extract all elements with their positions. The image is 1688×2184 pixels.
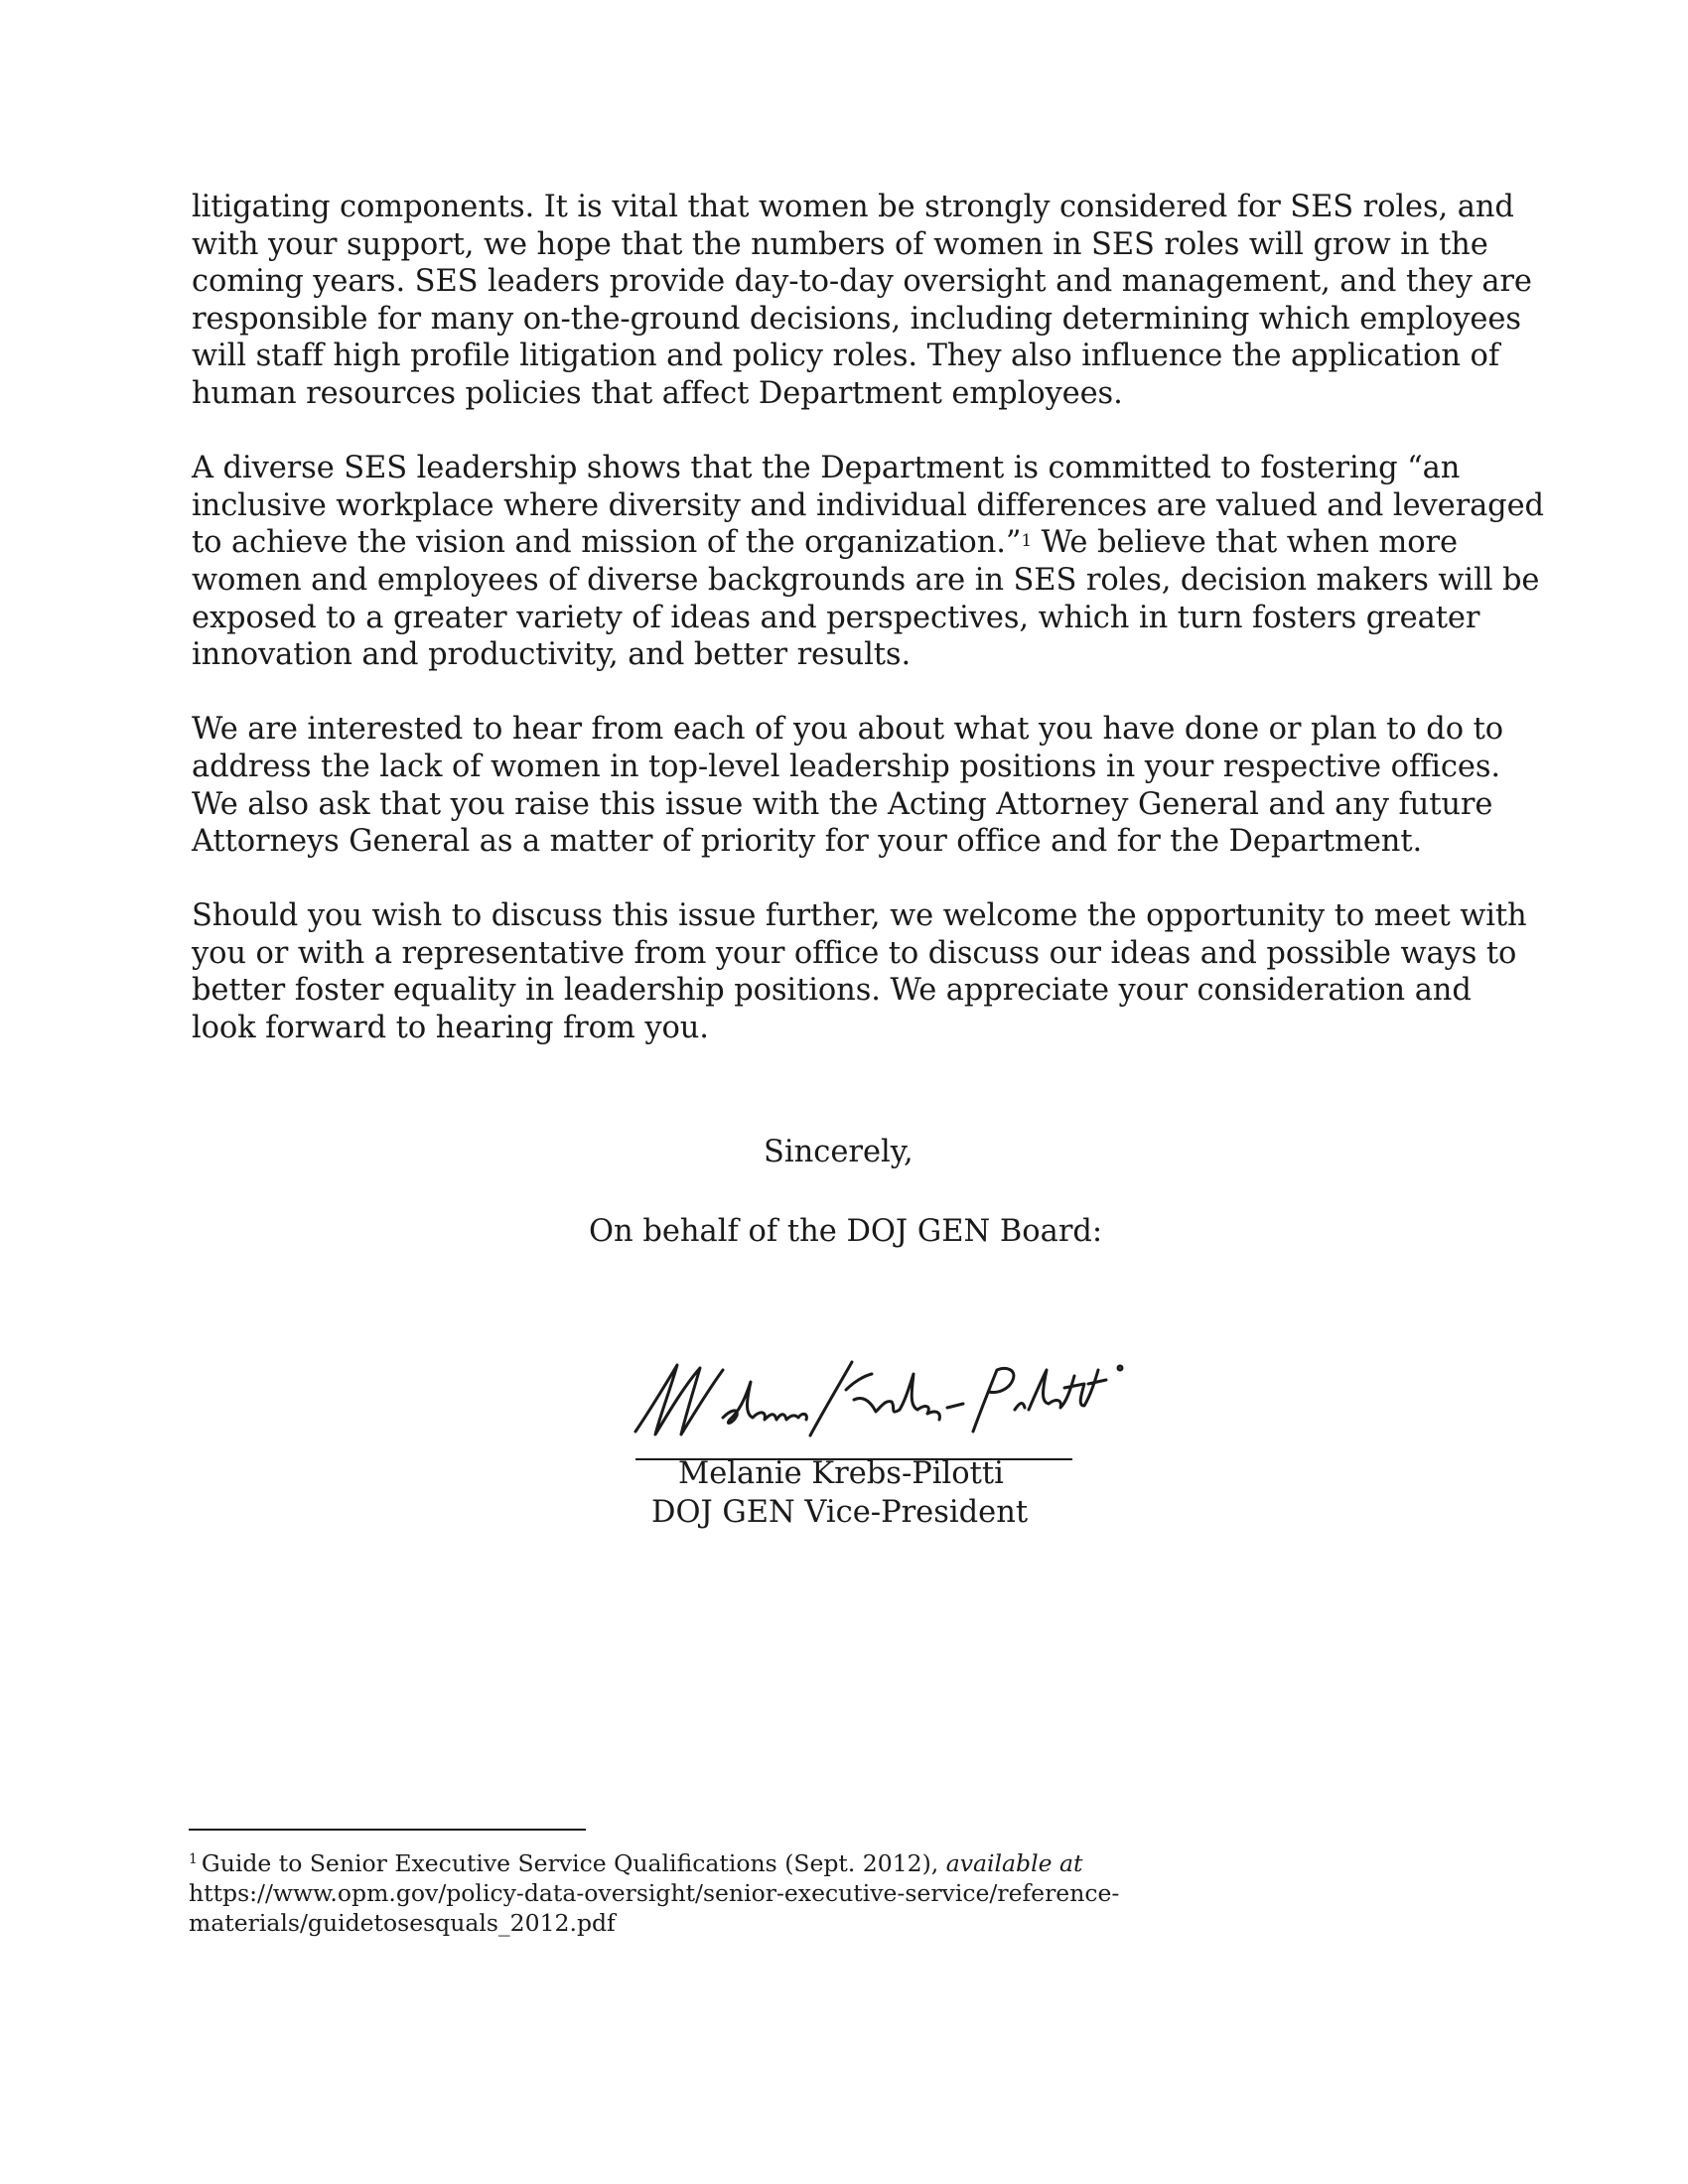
- text-segment: We believe that when more: [1032, 525, 1458, 561]
- footnote: [189, 1848, 1281, 1938]
- text-line: you or with a representative from your office to discuss our ideas and possible ways to: [192, 935, 1517, 971]
- footnote-reference[interactable]: 1: [1021, 531, 1033, 552]
- text-line: innovation and productivity, and better results.: [192, 637, 912, 673]
- text-line: Attorneys General as a matter of priority for your office and for the Department.: [192, 824, 1423, 860]
- text-line: Should you wish to discuss this issue further, we welcome the opportunity to meet with: [192, 898, 1527, 934]
- text-line: We are interested to hear from each of you about what you have done or plan to do to: [192, 712, 1503, 748]
- footnote-divider: [189, 1829, 586, 1831]
- closing-salutation: Sincerely,: [764, 1135, 914, 1169]
- on-behalf-line: On behalf of the DOJ GEN Board:: [589, 1214, 1103, 1249]
- text-line: look forward to hearing from you.: [192, 1011, 709, 1046]
- text-line: with your support, we hope that the numbers of women in SES roles will grow in the: [192, 226, 1488, 262]
- text-line: address the lack of women in top-level leadership positions in your respective offices.: [192, 749, 1500, 784]
- signature-image: [616, 1340, 1132, 1469]
- text-line: women and employees of diverse backgrounds are in SES roles, decision makers will be: [192, 562, 1540, 598]
- text-line: human resources policies that affect Department employees.: [192, 375, 1123, 411]
- text-line-with-footnote: [192, 524, 1502, 562]
- text-line: We also ask that you raise this issue with the Acting Attorney General and any future: [192, 786, 1493, 822]
- footnote-italic-text: available at: [945, 1849, 1083, 1877]
- text-line: inclusive workplace where diversity and individual differences are valued and leveraged: [192, 487, 1544, 523]
- text-line: exposed to a greater variety of ideas and perspectives, which in turn fosters greater: [192, 600, 1480, 635]
- text-line: A diverse SES leadership shows that the Department is committed to fostering “an: [192, 451, 1461, 486]
- footnote-text: Guide to Senior Executive Service Qualifications (Sept. 2012),: [201, 1849, 946, 1877]
- letter-body: [192, 189, 1544, 1084]
- signer-name: Melanie Krebs-Pilotti: [678, 1456, 1004, 1491]
- paragraph-3: [192, 711, 1502, 860]
- signer-title: DOJ GEN Vice-President: [651, 1495, 1029, 1530]
- paragraph-4: [192, 897, 1527, 1046]
- text-line: coming years. SES leaders provide day-to-day oversight and management, and they are: [192, 264, 1532, 300]
- handwritten-signature: [616, 1340, 1132, 1469]
- footnote-line: [189, 1848, 1281, 1878]
- paragraph-2: [192, 450, 1544, 674]
- text-line: better foster equality in leadership positions. We appreciate your consideration and: [192, 973, 1472, 1009]
- footnote-mark: 1: [189, 1851, 198, 1867]
- footnote-url-line[interactable]: materials/guidetosesquals_2012.pdf: [189, 1909, 616, 1937]
- text-segment: to achieve the vision and mission of the organization.”: [192, 525, 1022, 561]
- footnote-url-line[interactable]: https://www.opm.gov/policy-data-oversight/senior-executive-service/reference-: [189, 1879, 1120, 1907]
- text-line: litigating components. It is vital that women be strongly considered for SES roles, and: [192, 190, 1514, 224]
- paragraph-1: [192, 189, 1532, 413]
- text-line: responsible for many on-the-ground decisions, including determining which employees: [192, 301, 1521, 337]
- text-line: will staff high profile litigation and policy roles. They also influence the application of: [192, 339, 1500, 374]
